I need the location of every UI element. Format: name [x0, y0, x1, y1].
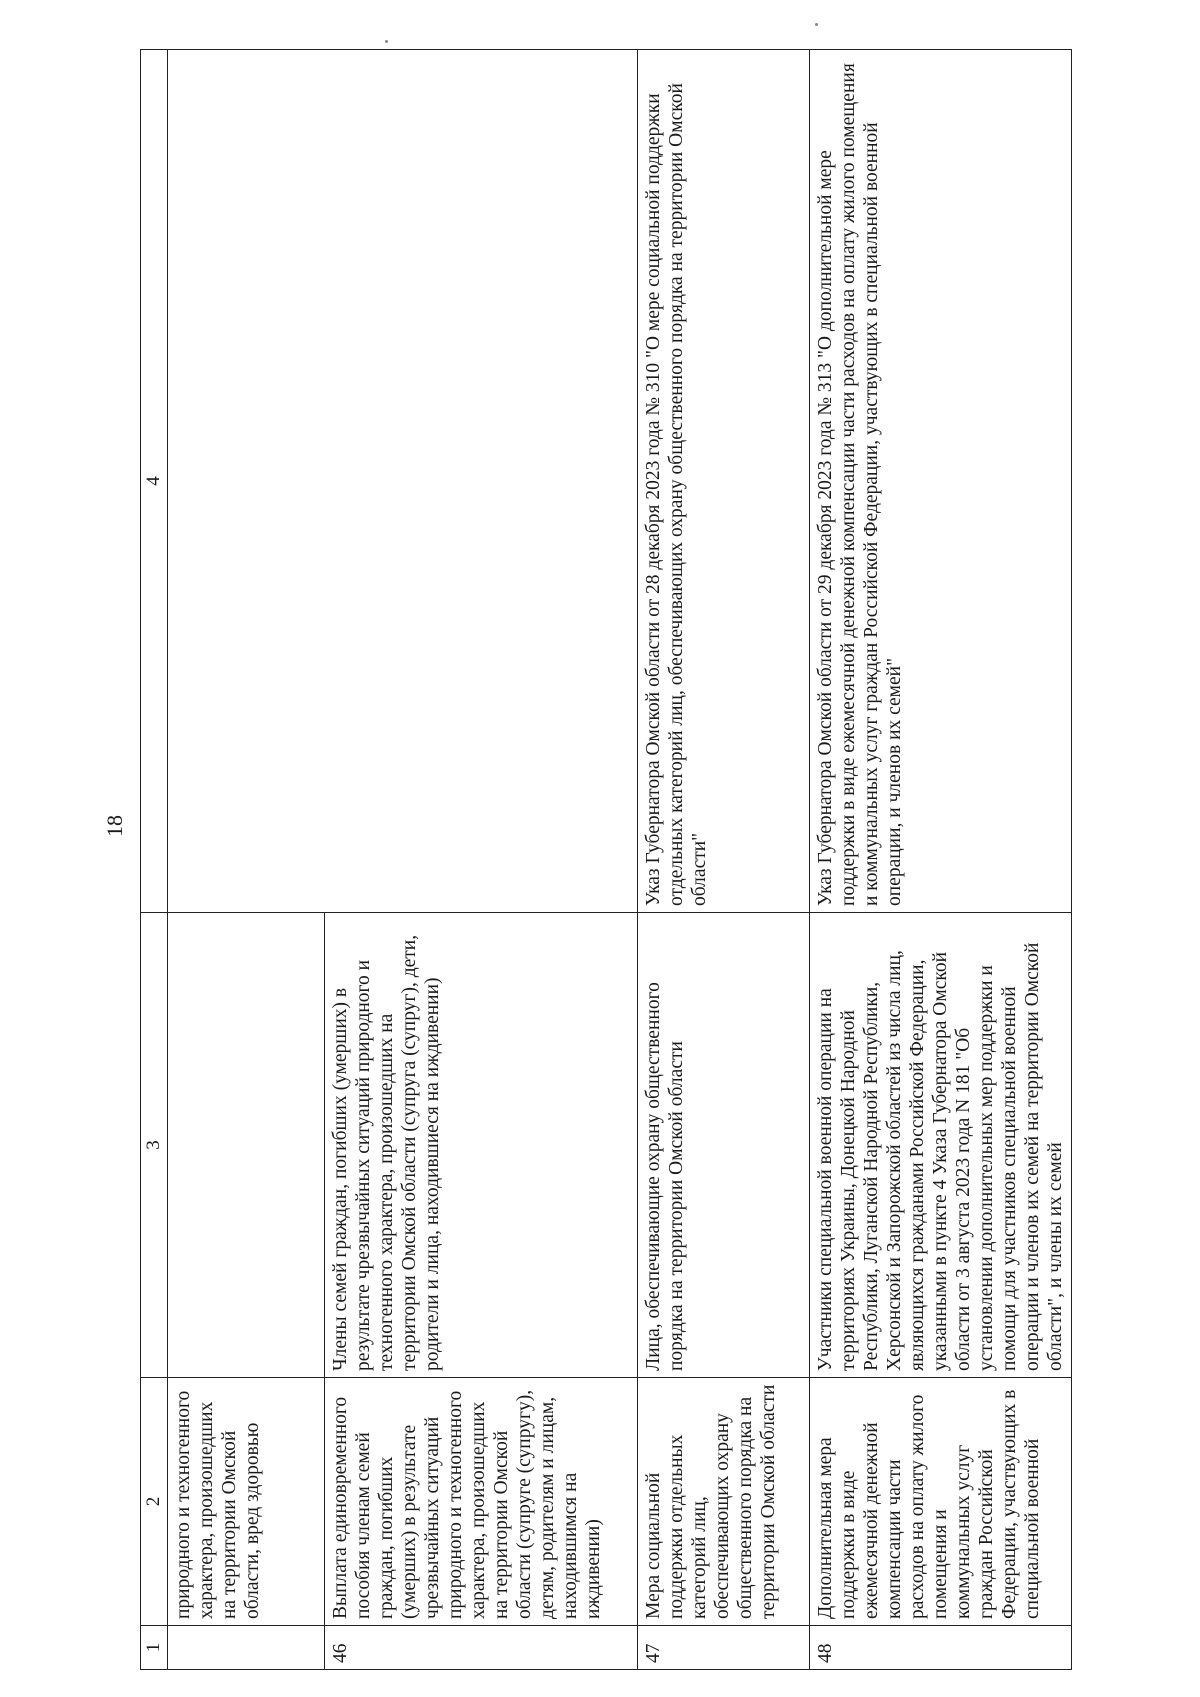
page-number: 18	[102, 815, 127, 837]
legal-basis	[168, 50, 638, 913]
table-row-48	[810, 50, 1072, 1670]
header-col-1: 1	[141, 1626, 168, 1670]
measure-name: Выплата единовременного пособия членам семей граждан, погибших (умерших) в результате чрезвычайных ситуаций природного и техногенного характера, произошедших на территории Омской области (супруге (супругу), детям, родителям и лицам, находившимся на иждивении)	[325, 1378, 638, 1626]
row-number: 48	[810, 1626, 1072, 1670]
scan-speck	[815, 23, 818, 26]
measure-name: природного и техногенного характера, произошедших на территории Омской области, вред здоровью	[168, 1378, 325, 1626]
legal-basis: Указ Губернатора Омской области от 29 декабря 2023 года № 313 "О дополнительной мере поддержки в виде ежемесячной денежной компенсации части расходов на оплату жилого помещения и коммунальных услуг граждан Российской Федерации, участвующих в специальной военной операции, и членов их семей"	[810, 50, 1072, 913]
benefits-table	[140, 49, 1072, 1670]
table-row-continuation	[168, 50, 325, 1670]
recipients: Члены семей граждан, погибших (умерших) в результате чрезвычайных ситуаций природного и техногенного характера, произошедших на территории Омской области (супруга (супруг), дети, родители и лица, находившиеся на иждивении)	[325, 913, 638, 1378]
header-col-3: 3	[141, 913, 168, 1378]
rotated-table-container	[140, 50, 1067, 1670]
table-rotation-frame	[140, 50, 1067, 1670]
row-number: 47	[638, 1626, 810, 1670]
measure-name: Дополнительная мера поддержки в виде ежемесячной денежной компенсации части расходов на оплату жилого помещения и коммунальных услуг граждан Российской Федерации, участвующих в специальной военной	[810, 1378, 1072, 1626]
header-col-2: 2	[141, 1378, 168, 1626]
scan-speck	[385, 40, 388, 43]
measure-name: Мера социальной поддержки отдельных категорий лиц, обеспечивающих охрану общественного порядка на территории Омской области	[638, 1378, 810, 1626]
recipients: Участники специальной военной операции на территориях Украины, Донецкой Народной Республики, Луганской Народной Республики, Херсонской и Запорожской областей из числа лиц, являющихся гражданами Российской Федерации, указанными в пункте 4 Указа Губернатора Омской области от 3 августа 2023 года N 181 "Об установлении дополнительных мер поддержки и помощи для участников специальной военной операции и членов их семей на территории Омской области", и члены их семей	[810, 913, 1072, 1378]
table-header-row	[141, 50, 168, 1670]
recipients: Лица, обеспечивающие охрану общественного порядка на территории Омской области	[638, 913, 810, 1378]
row-number	[168, 1626, 325, 1670]
row-number: 46	[325, 1626, 638, 1670]
recipients	[168, 913, 325, 1378]
legal-basis: Указ Губернатора Омской области от 28 декабря 2023 года № 310 "О мере социальной поддержки отдельных категорий лиц, обеспечивающих охрану общественного порядка на территории Омской области"	[638, 50, 810, 913]
header-col-4: 4	[141, 50, 168, 913]
table-row-47	[638, 50, 810, 1670]
